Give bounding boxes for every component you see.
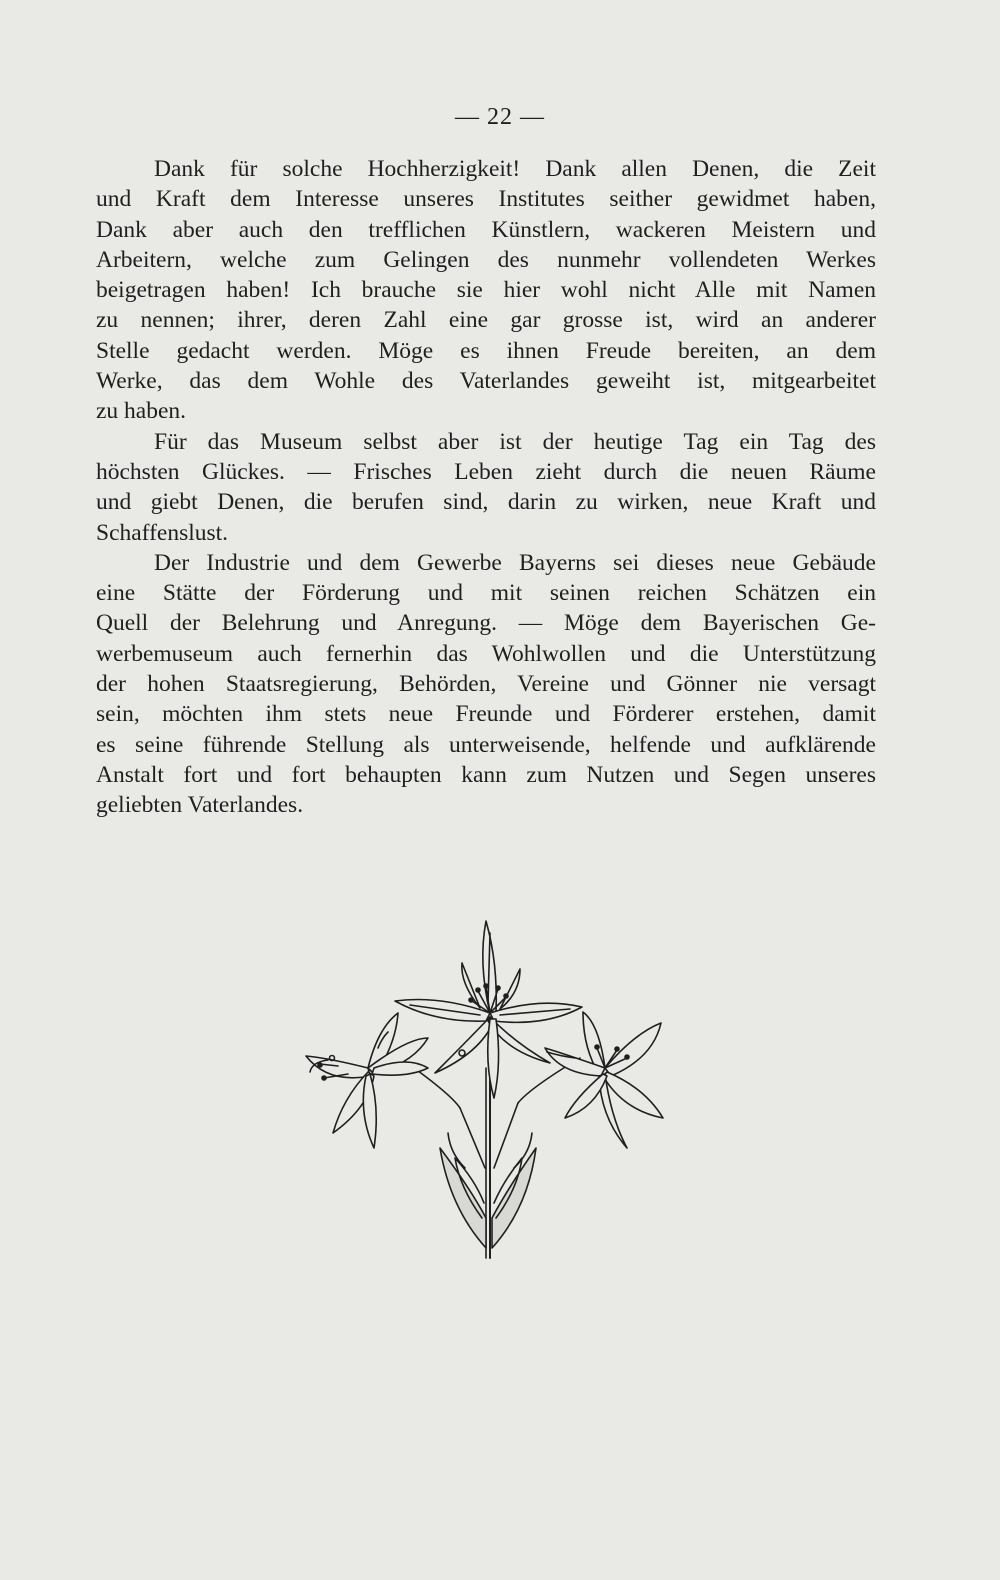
text-line: und giebt Denen, die berufen sind, darin zu wirken, neue Kraft und [96,489,876,516]
text-line: Der Industrie und dem Gewerbe Bayerns sei dieses neue Gebäude [154,549,876,576]
text-line: und Kraft dem Interesse unseres Institutes seither gewidmet haben, [96,186,876,213]
text-line: werbemuseum auch fernerhin das Wohlwollen und die Unterstützung [96,640,876,667]
text-line: es seine führende Stellung als unterweisende, helfende und aufklärende [96,731,876,758]
text-line: zu nennen; ihrer, deren Zahl eine gar grosse ist, wird an anderer [96,307,876,334]
text-line: zu haben. [96,398,187,425]
text-line: Quell der Belehrung und Anregung. — Möge dem Bayerischen Ge- [96,610,876,637]
text-line: Stelle gedacht werden. Möge es ihnen Freude bereiten, an dem [96,337,876,364]
text-line: höchsten Glückes. — Frisches Leben zieht durch die neuen Räume [96,458,876,485]
text-line: eine Stätte der Förderung und mit seinen reichen Schätzen ein [96,580,876,607]
text-line: beigetragen haben! Ich brauche sie hier wohl nicht Alle mit Namen [96,277,876,304]
text-line: Dank für solche Hochherzigkeit! Dank allen Denen, die Zeit [154,156,876,182]
text-line: Für das Museum selbst aber ist der heutige Tag ein Tag des [154,428,876,455]
text-line: der hohen Staatsregierung, Behörden, Vereine und Gönner nie versagt [96,671,876,698]
body-text [96,154,876,821]
text-line: Dank aber auch den trefflichen Künstlern, wackeren Meistern und [96,216,876,243]
text-line: Schaffenslust. [96,519,229,546]
text-line: Arbeitern, welche zum Gelingen des nunmehr vollendeten Werkes [96,246,876,273]
text-line: Anstalt fort und fort behaupten kann zum Nutzen und Segen unseres [96,761,876,788]
text-line: geliebten Vaterlandes. [96,792,304,819]
text-line: sein, möchten ihm stets neue Freunde und Förderer erstehen, damit [96,701,876,728]
page-number: — 22 — [455,104,545,130]
lily-flowers-icon [300,918,680,1263]
text-line: Werke, das dem Wohle des Vaterlandes geweiht ist, mitgearbeitet [96,368,876,395]
